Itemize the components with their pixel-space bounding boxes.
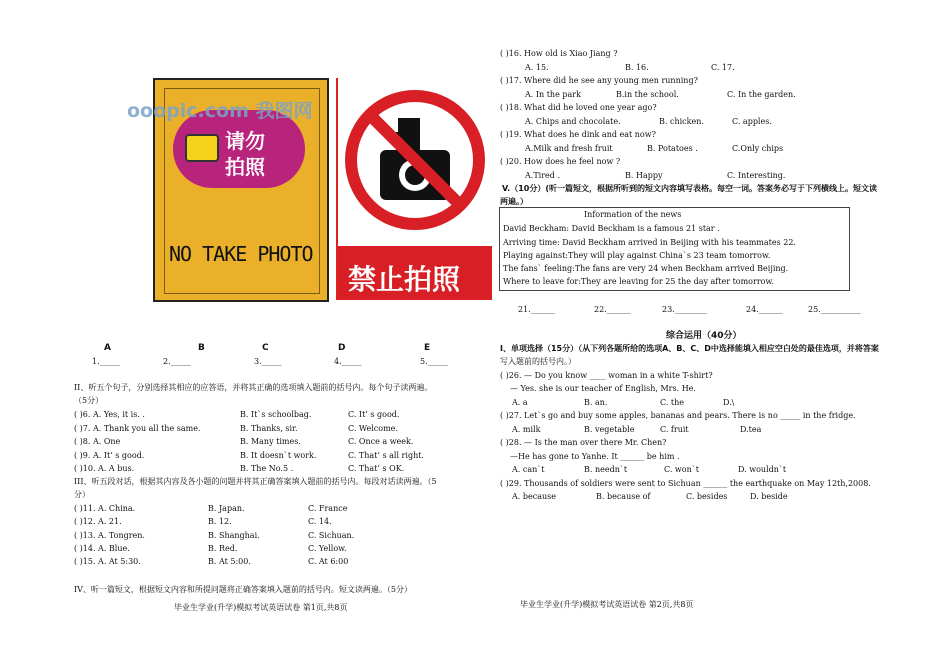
letter-e: E xyxy=(424,343,431,353)
q12-a: ( )12. A. 21. xyxy=(74,517,122,526)
mc-section-title-2: 写入题前的括号内。） xyxy=(500,357,576,366)
q10-a: ( )10. A. A bus. xyxy=(74,464,135,473)
q16-b: B. 16. xyxy=(625,63,649,72)
info-row-4: The fans` feeling:The fans are very 24 when Beckham arrived Beijing. xyxy=(503,264,789,273)
q17-c: C. In the garden. xyxy=(727,90,796,99)
q17-b: B.in the school. xyxy=(616,90,679,99)
q19-c: C.Only chips xyxy=(732,144,784,153)
q9-c: C. That’ s all right. xyxy=(348,451,424,460)
answer-blank-1: 1._____ xyxy=(92,357,120,366)
q10-b: B. The No.5 . xyxy=(240,464,294,473)
q18-c: C. apples. xyxy=(732,117,772,126)
q19-a: A.Milk and fresh fruit xyxy=(525,144,613,153)
q29-a: A. because xyxy=(512,492,556,501)
right-footer: 毕业生学业(升学)模拟考试英语试卷 第2页,共8页 xyxy=(520,600,694,609)
q15-b: B. At 5:00. xyxy=(208,557,251,566)
answer-blank-3: 3._____ xyxy=(254,357,282,366)
q6-c: C. It’ s good. xyxy=(348,410,400,419)
q20-a: A.Tired . xyxy=(525,171,560,180)
q18-a: A. Chips and chocolate. xyxy=(525,117,621,126)
info-row-1: David Beckham: David Beckham is a famous 21 star . xyxy=(503,224,720,233)
q7-c: C. Welcome. xyxy=(348,424,398,433)
blank-25: 25.__________ xyxy=(808,305,861,314)
blank-24: 24.______ xyxy=(746,305,783,314)
q14-b: B. Red. xyxy=(208,544,238,553)
q12-b: B. 12. xyxy=(208,517,232,526)
letter-b: B xyxy=(198,343,205,353)
q29-b: B. because of xyxy=(596,492,651,501)
q28-dialog: —He has gone to Yanhe. It ______ be him . xyxy=(510,452,680,461)
q20-c: C. Interesting. xyxy=(727,171,786,180)
q27: ( )27. Let`s go and buy some apples, bananas and pears. There is no _____ in the fridge. xyxy=(500,411,856,420)
answer-blank-2: 2._____ xyxy=(163,357,191,366)
info-row-5: Where to leave for:They are leaving for 25 the day after tomorrow. xyxy=(503,277,774,286)
q8-a: ( )8. A. One xyxy=(74,437,121,446)
q11-c: C. France xyxy=(308,504,348,513)
q16-a: A. 15. xyxy=(525,63,549,72)
q9-b: B. It doesn`t work. xyxy=(240,451,317,460)
blank-21: 21.______ xyxy=(518,305,555,314)
q19-b: B. Potatoes . xyxy=(647,144,698,153)
left-footer: 毕业生学业(升学)模拟考试英语试卷 第1页,共8页 xyxy=(174,603,348,612)
sign-a-cn-text: 请勿 拍照 xyxy=(225,129,265,179)
q28: ( )28. — Is the man over there Mr. Chen? xyxy=(500,438,667,447)
letter-a: A xyxy=(104,343,111,353)
section-5-title: V.（10分）(听一篇短文，根据所听到的短文内容填写表格。每空一词。答案务必写于下列横线上。短文读 xyxy=(502,184,877,193)
blank-23: 23.________ xyxy=(662,305,707,314)
q6-b: B. It`s schoolbag. xyxy=(240,410,312,419)
info-row-2: Arriving time: David Beckham arrived in Beijing with his teammates 22. xyxy=(503,238,796,247)
mc-section-title: I、单项选择（15分）（从下列各题所给的选项A、B、C、D中选择能填入相应空白处的最佳选项，并将答案 xyxy=(500,344,879,353)
q26: ( )26. — Do you know ____ woman in a white T-shirt? xyxy=(500,371,713,380)
q14-a: ( )14. A. Blue. xyxy=(74,544,130,553)
q29-c: C. besides xyxy=(686,492,728,501)
letter-d: D xyxy=(338,343,346,353)
q20: ( )20. How does he feel now ? xyxy=(500,157,621,166)
q15-a: ( )15. A. At 5:30. xyxy=(74,557,141,566)
blank-22: 22.______ xyxy=(594,305,631,314)
q13-c: C. Sichuan. xyxy=(308,531,355,540)
q29: ( )29. Thousands of soldiers were sent to Sichuan ______ the earthquake on May 12th,2008. xyxy=(500,479,871,488)
q9-a: ( )9. A. It’ s good. xyxy=(74,451,145,460)
q27-c: C. fruit xyxy=(660,425,689,434)
q26-d: D.\ xyxy=(723,398,735,407)
letter-c: C xyxy=(262,343,269,353)
info-title: Information of the news xyxy=(584,210,682,219)
camera-icon xyxy=(185,134,219,162)
q17: ( )17. Where did he see any young men running? xyxy=(500,76,698,85)
watermark: ooopic.com 我图网 xyxy=(127,100,313,122)
q18: ( )18. What did he loved one year ago? xyxy=(500,103,657,112)
q27-d: D.tea xyxy=(740,425,762,434)
q10-c: C. That’ s OK. xyxy=(348,464,405,473)
q7-a: ( )7. A. Thank you all the same. xyxy=(74,424,201,433)
section-5-title-2: 两遍。） xyxy=(500,197,528,206)
q17-a: A. In the park xyxy=(525,90,581,99)
section-2-title: II、听五个句子，分别选择其相应的应答语，并将其正确的选项填入题前的括号内。每个句子读两遍。 xyxy=(74,383,433,392)
q16-c: C. 17. xyxy=(711,63,735,72)
q28-b: B. needn`t xyxy=(584,465,628,474)
q26-a: A. a xyxy=(512,398,528,407)
q27-a: A. milk xyxy=(512,425,541,434)
q27-b: B. vegetable xyxy=(584,425,635,434)
q19: ( )19. What does he dink and eat now? xyxy=(500,130,656,139)
section-3-score: 分） xyxy=(74,490,90,499)
q26-c: C. the xyxy=(660,398,685,407)
q8-c: C. Once a week. xyxy=(348,437,414,446)
q7-b: B. Thanks, sir. xyxy=(240,424,298,433)
section-3-title: III、听五段对话，根据其内容及各小题的问题并将其正确答案填入题前的括号内。每段对话读两遍。（5 xyxy=(74,477,437,486)
q18-b: B. chicken. xyxy=(659,117,704,126)
q11-a: ( )11. A. China. xyxy=(74,504,136,513)
info-row-3: Playing against:They will play against China`s 23 team tomorrow. xyxy=(503,251,771,260)
q26-b: B. an. xyxy=(584,398,608,407)
q28-a: A. can`t xyxy=(512,465,545,474)
q29-d: D. beside xyxy=(750,492,788,501)
q13-b: B. Shanghai. xyxy=(208,531,260,540)
info-table xyxy=(499,207,850,291)
answer-blank-5: 5._____ xyxy=(420,357,448,366)
no-camera-icon xyxy=(338,78,492,246)
section-4-title: IV、听一篇短文，根据短文内容和所提问题将正确答案填入题前的括号内。短文读两遍。（5分） xyxy=(74,585,413,594)
q20-b: B. Happy xyxy=(625,171,663,180)
q11-b: B. Japan. xyxy=(208,504,245,513)
q28-d: D. wouldn`t xyxy=(738,465,787,474)
section-heading-comprehensive: 综合运用（40分） xyxy=(666,331,742,341)
q12-c: C. 14. xyxy=(308,517,332,526)
q14-c: C. Yellow. xyxy=(308,544,347,553)
sign-b-no-photo xyxy=(336,78,492,300)
sign-a-en-text: NO TAKE PHOTO xyxy=(169,242,313,266)
q6-a: ( )6. A. Yes, it is. . xyxy=(74,410,145,419)
q26-dialog: — Yes. she is our teacher of English, Mrs. He. xyxy=(510,384,696,393)
q8-b: B. Many times. xyxy=(240,437,301,446)
q15-c: C. At 6:00 xyxy=(308,557,349,566)
q16: ( )16. How old is Xiao Jiang ? xyxy=(500,49,618,58)
q28-c: C. won`t xyxy=(664,465,699,474)
right-page xyxy=(475,0,950,658)
answer-blank-4: 4._____ xyxy=(334,357,362,366)
q13-a: ( )13. A. Tongren. xyxy=(74,531,145,540)
sign-b-cn-text: 禁止拍照 xyxy=(348,263,461,296)
section-2-score: （5分） xyxy=(74,396,104,405)
